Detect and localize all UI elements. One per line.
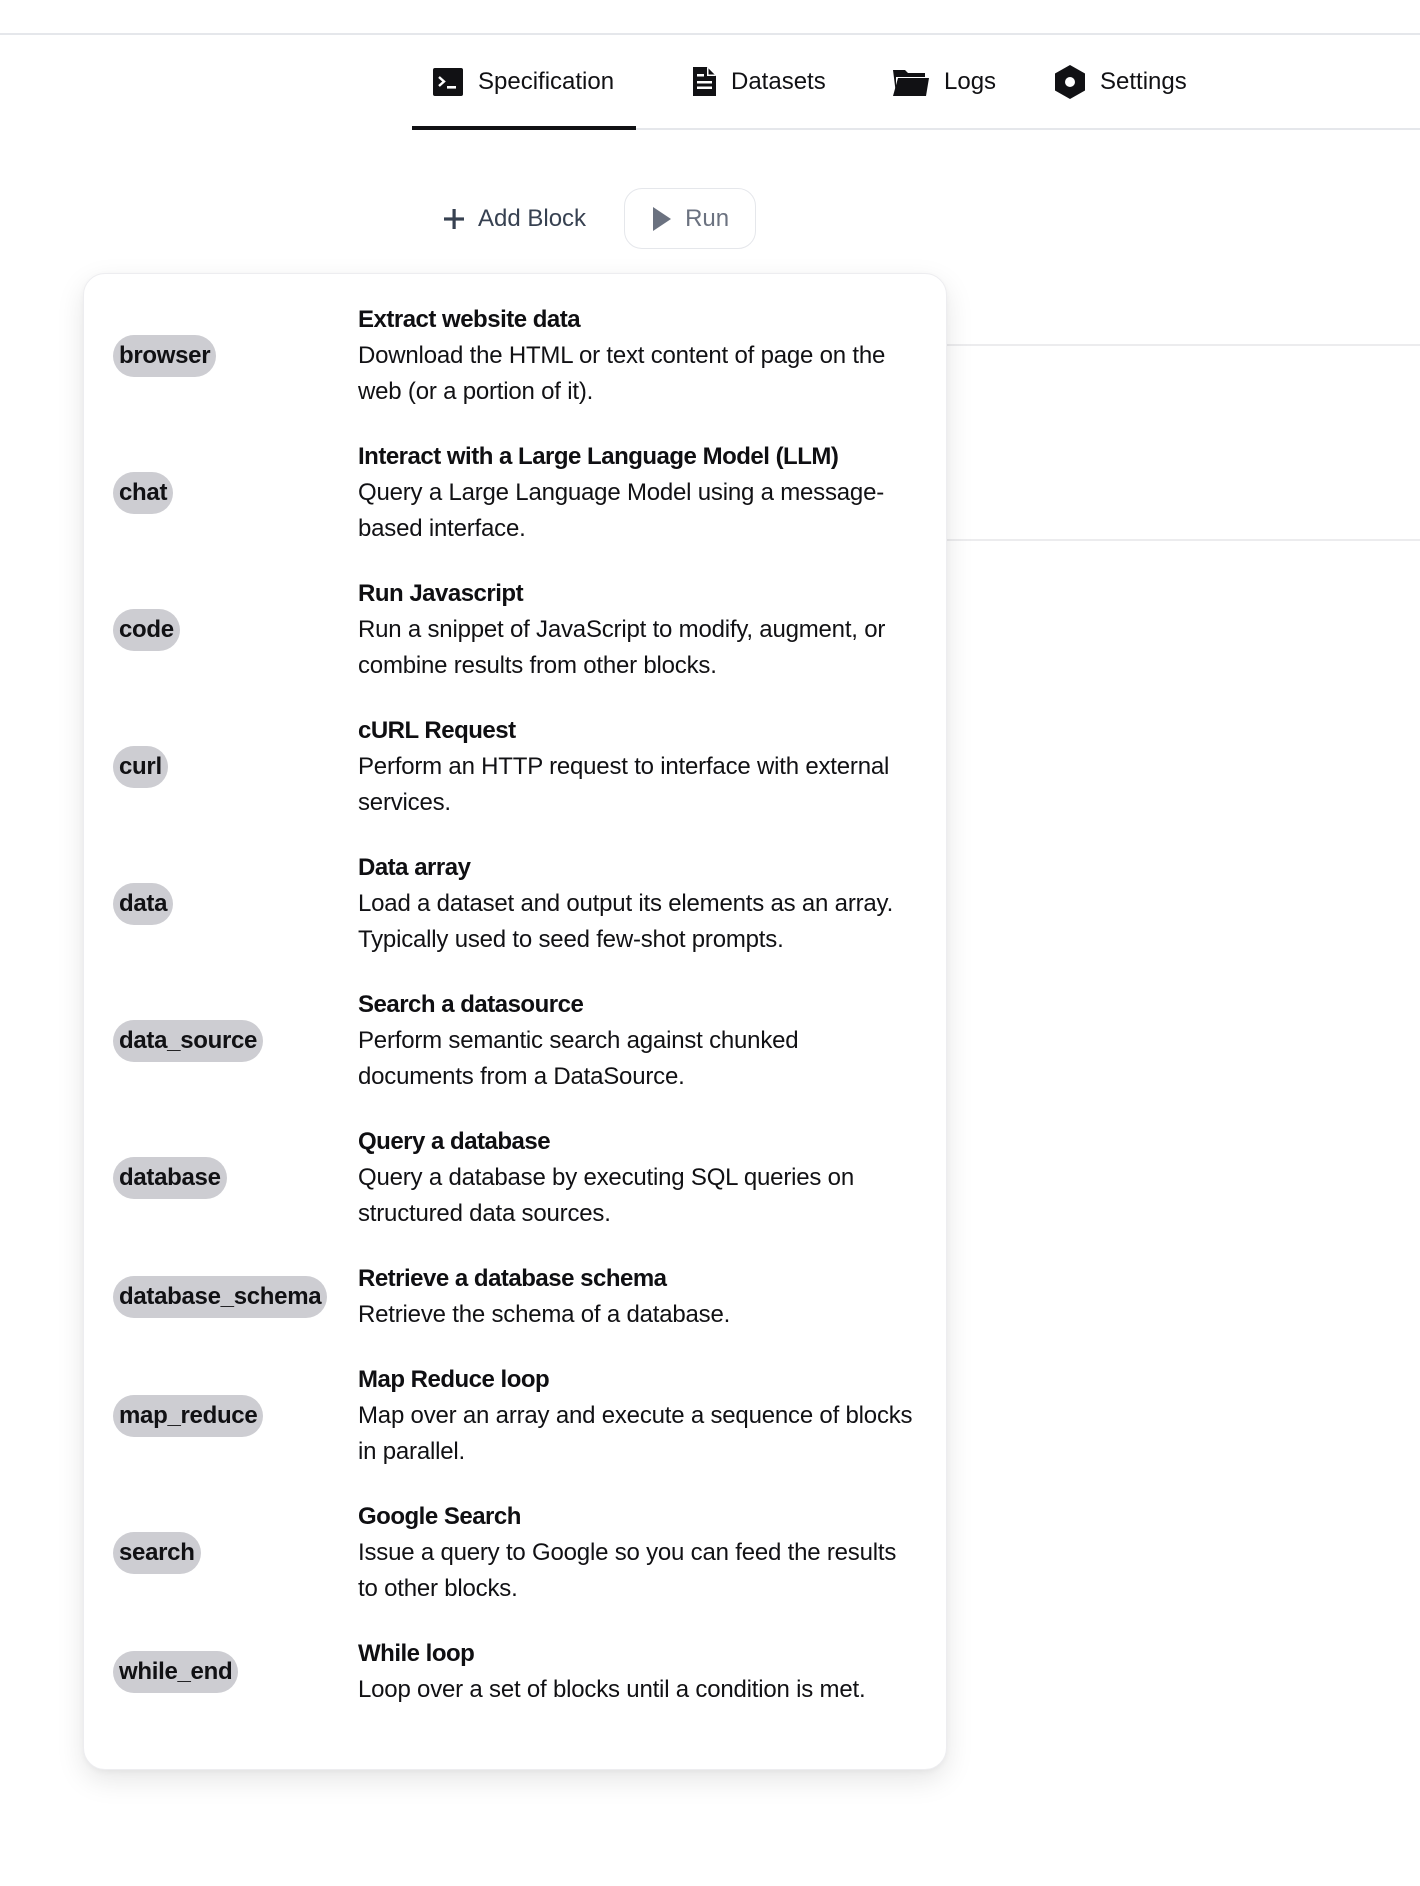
block-type-badge: database bbox=[113, 1157, 227, 1199]
block-title: Extract website data bbox=[358, 306, 581, 333]
block-type-badge: browser bbox=[113, 335, 216, 377]
menu-item-browser[interactable] bbox=[84, 302, 946, 410]
block-title: cURL Request bbox=[358, 717, 516, 744]
menu-item-map-reduce[interactable] bbox=[84, 1362, 946, 1470]
menu-item-code[interactable] bbox=[84, 576, 946, 684]
block-title: Google Search bbox=[358, 1503, 521, 1530]
add-block-menu bbox=[83, 273, 947, 1770]
menu-item-search[interactable] bbox=[84, 1499, 946, 1607]
block-description: Run a snippet of JavaScript to modify, augment, or combine results from other blocks. bbox=[358, 616, 886, 679]
menu-item-while-end[interactable] bbox=[84, 1636, 946, 1708]
tab-datasets[interactable] bbox=[693, 35, 826, 128]
block-description: Perform an HTTP request to interface with external services. bbox=[358, 753, 890, 816]
block-title: Data array bbox=[358, 854, 471, 881]
block-type-badge: chat bbox=[113, 472, 173, 514]
block-description: Download the HTML or text content of page on the web (or a portion of it). bbox=[358, 342, 886, 405]
play-icon bbox=[653, 207, 671, 231]
block-type-badge: search bbox=[113, 1532, 201, 1574]
block-type-badge: code bbox=[113, 609, 180, 651]
block-title: Search a datasource bbox=[358, 991, 584, 1018]
document-icon bbox=[693, 67, 716, 96]
tab-settings[interactable] bbox=[1055, 35, 1187, 128]
block-description: Retrieve the schema of a database. bbox=[358, 1301, 731, 1328]
folder-open-icon bbox=[893, 68, 929, 96]
block-type-badge: data_source bbox=[113, 1020, 263, 1062]
block-description: Map over an array and execute a sequence of blocks in parallel. bbox=[358, 1402, 913, 1465]
menu-item-data[interactable] bbox=[84, 850, 946, 958]
block-type-badge: map_reduce bbox=[113, 1395, 263, 1437]
block-type-badge: curl bbox=[113, 746, 168, 788]
tab-logs[interactable] bbox=[893, 35, 996, 128]
add-block-label: Add Block bbox=[478, 204, 587, 232]
block-description: Query a database by executing SQL queries on structured data sources. bbox=[358, 1164, 854, 1227]
tab-label: Settings bbox=[1100, 67, 1187, 95]
tab-label: Logs bbox=[944, 67, 997, 95]
run-label: Run bbox=[685, 204, 730, 232]
menu-item-data-source[interactable] bbox=[84, 987, 946, 1095]
block-type-badge: data bbox=[113, 883, 173, 925]
block-title: Interact with a Large Language Model (LLM) bbox=[358, 443, 839, 470]
block-description: Loop over a set of blocks until a condition is met. bbox=[358, 1676, 866, 1703]
block-description: Perform semantic search against chunked documents from a DataSource. bbox=[358, 1027, 799, 1090]
menu-item-database[interactable] bbox=[84, 1124, 946, 1232]
block-description: Query a Large Language Model using a message-based interface. bbox=[358, 479, 885, 542]
block-title: Run Javascript bbox=[358, 580, 524, 607]
block-title: Query a database bbox=[358, 1128, 551, 1155]
add-block-button[interactable] bbox=[412, 187, 604, 250]
menu-item-chat[interactable] bbox=[84, 439, 946, 547]
plus-icon bbox=[444, 209, 464, 229]
menu-item-curl[interactable] bbox=[84, 713, 946, 821]
menu-item-database-schema[interactable] bbox=[84, 1261, 946, 1333]
run-button[interactable] bbox=[624, 188, 756, 249]
block-description: Issue a query to Google so you can feed the results to other blocks. bbox=[358, 1539, 897, 1602]
spec-toolbar bbox=[412, 187, 756, 250]
terminal-icon bbox=[433, 68, 463, 96]
block-type-badge: while_end bbox=[113, 1651, 238, 1693]
tab-label: Datasets bbox=[731, 67, 826, 95]
tab-bar bbox=[412, 35, 1420, 130]
block-type-badge: database_schema bbox=[113, 1276, 327, 1318]
block-description: Load a dataset and output its elements as an array. Typically used to seed few-shot prompts. bbox=[358, 890, 894, 953]
block-title: Retrieve a database schema bbox=[358, 1265, 667, 1292]
tab-specification[interactable] bbox=[433, 35, 614, 128]
block-title: While loop bbox=[358, 1640, 475, 1667]
block-title: Map Reduce loop bbox=[358, 1366, 550, 1393]
gear-hexagon-icon bbox=[1055, 65, 1085, 99]
tab-label: Specification bbox=[478, 67, 615, 95]
